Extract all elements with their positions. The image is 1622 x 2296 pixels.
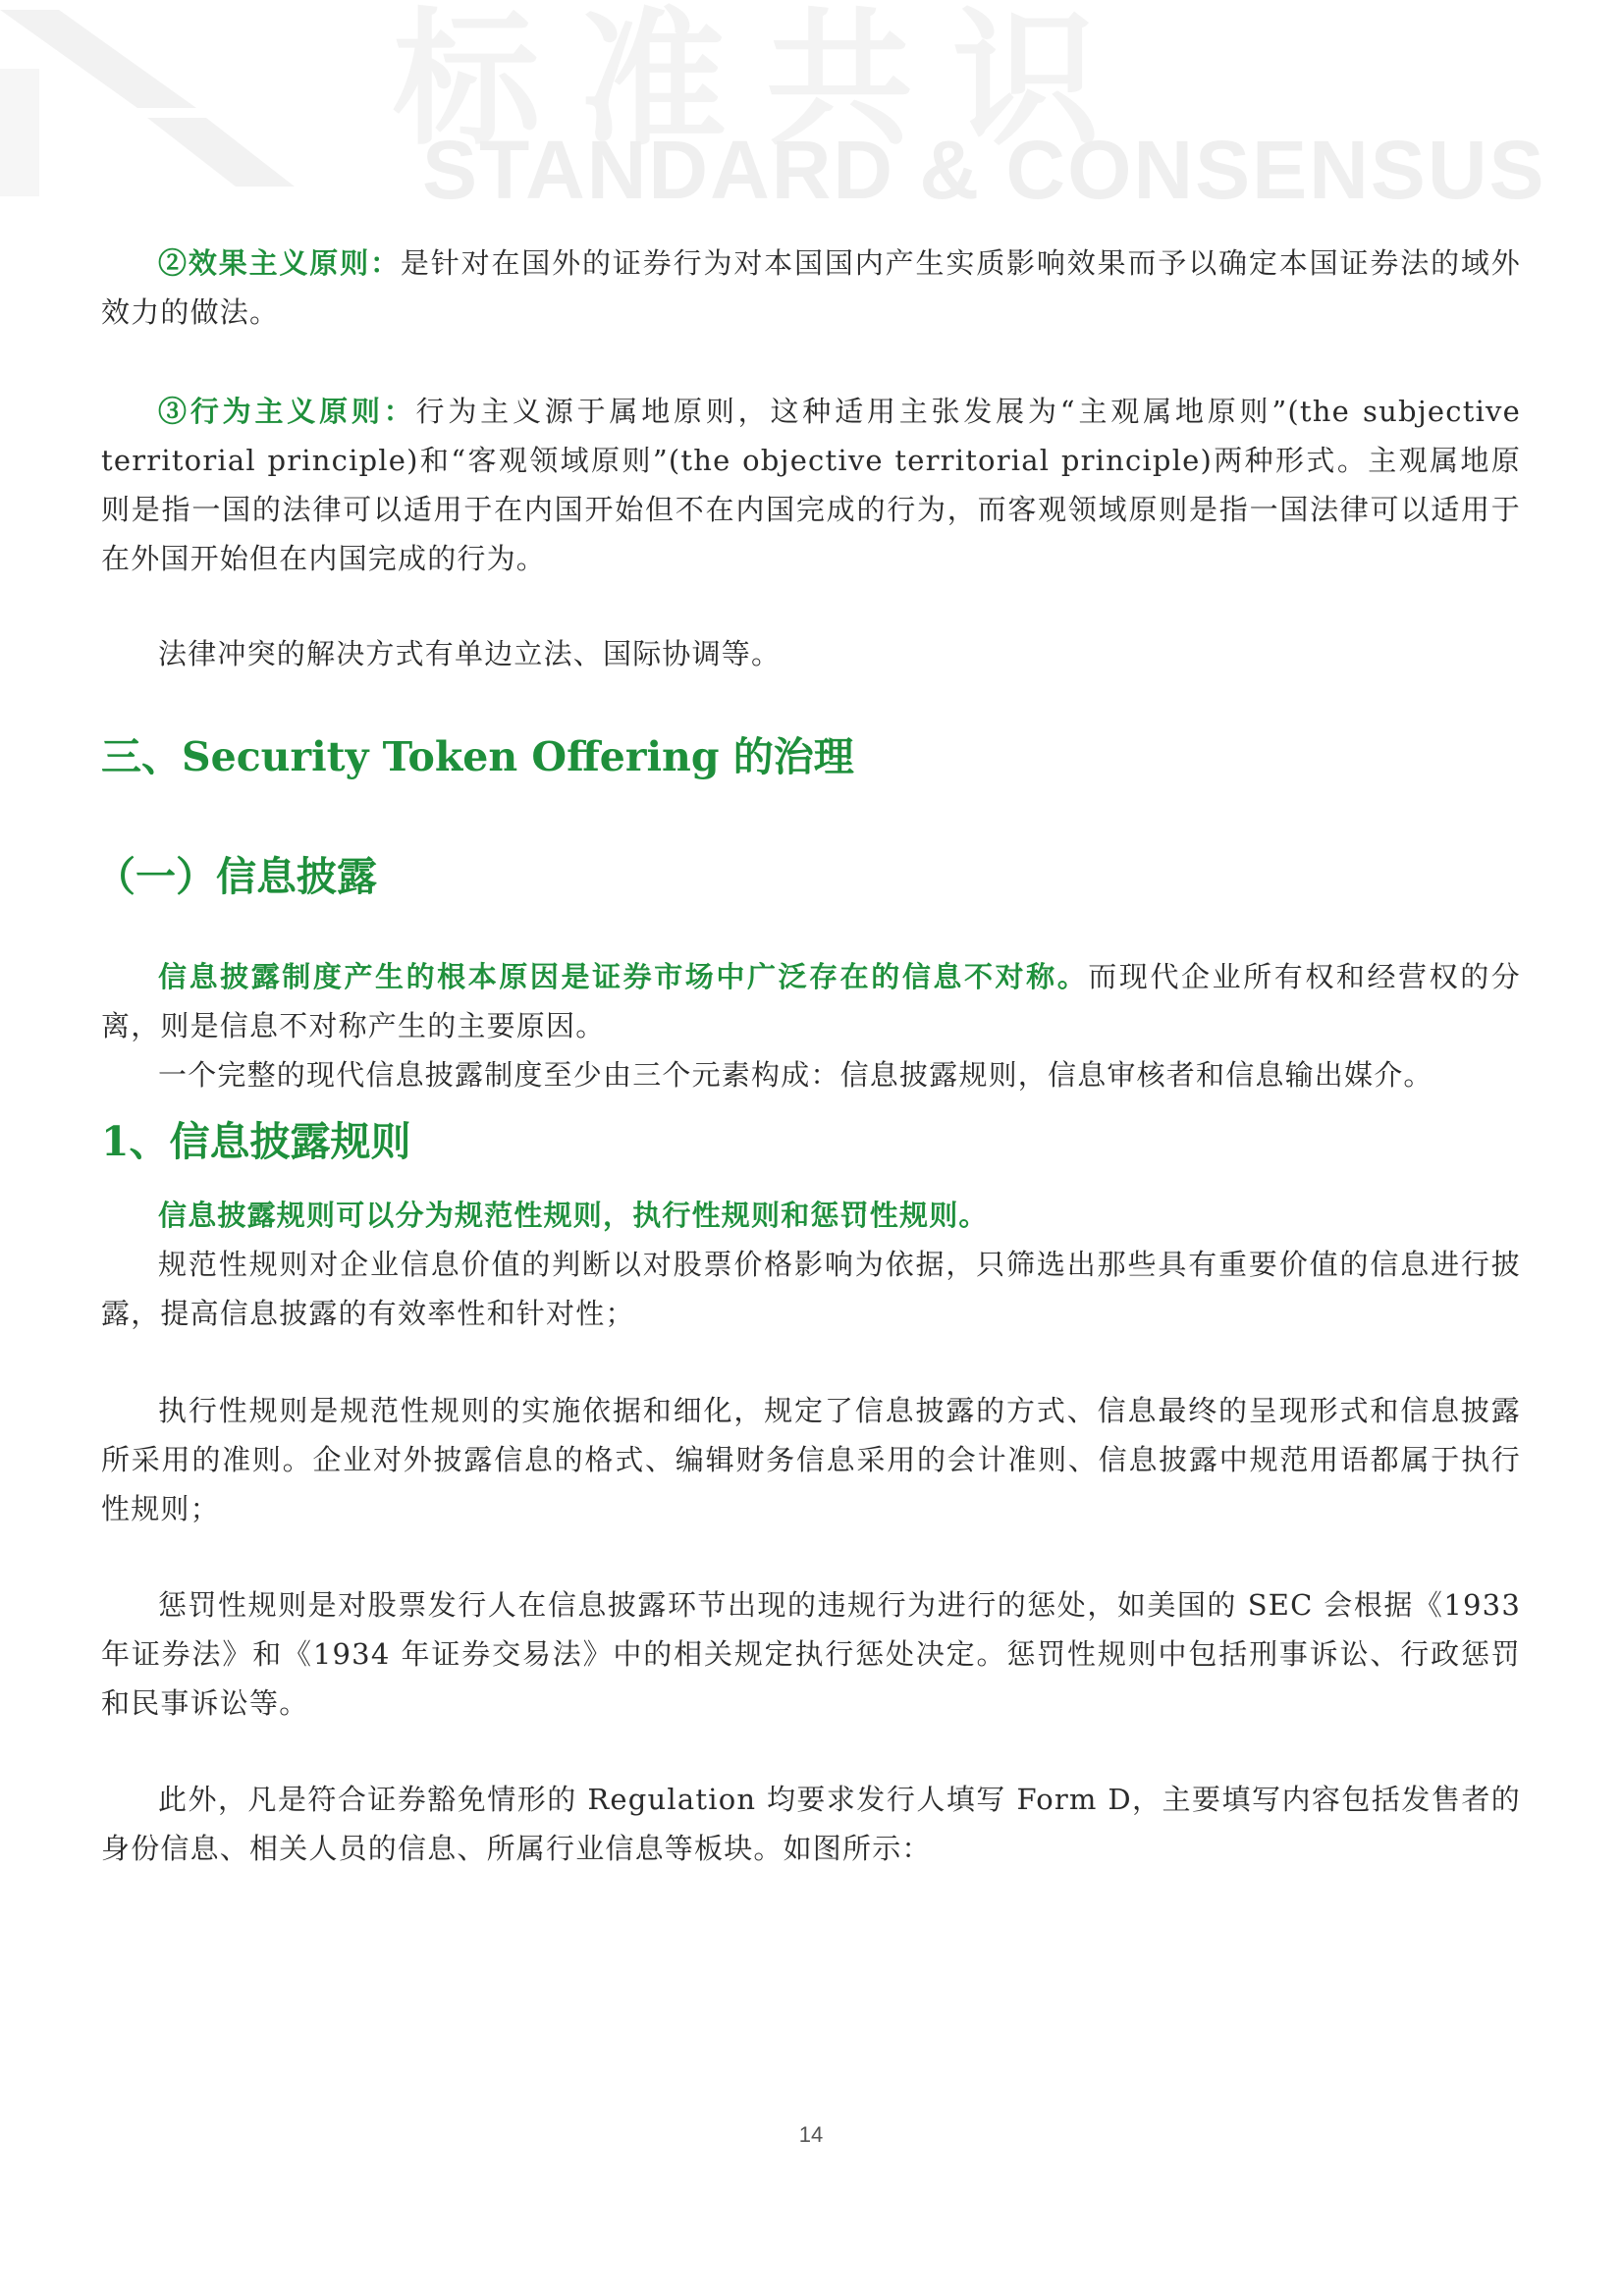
paragraph-text: 而现代企业所有权和经营权的分离，则是信息不对称产生的主要原因。 xyxy=(101,960,1521,1042)
logo-watermark-icon xyxy=(0,0,324,226)
paragraph-effect-principle xyxy=(101,239,1521,337)
paragraph-form-d: 此外，凡是符合证券豁免情形的 Regulation 均要求发行人填写 Form D，主要填写内容包括发售者的身份信息、相关人员的信息、所属行业信息等板块。如图所示： xyxy=(101,1783,1521,1865)
paragraph-punitive-rules: 惩罚性规则是对股票发行人在信息披露环节出现的违规行为进行的惩处，如美国的 SEC 会根据《1933 年证券法》和《1934 年证券交易法》中的相关规定执行惩处决定。惩罚性规则中包括刑事诉讼、行政惩罚和民事诉讼等。 xyxy=(101,1588,1521,1720)
key-sentence: 信息披露制度产生的根本原因是证券市场中广泛存在的信息不对称。 xyxy=(158,960,1089,993)
paragraph-text: 是针对在国外的证券行为对本国国内产生实质影响效果而予以确定本国证券法的域外效力的做法。 xyxy=(101,246,1521,329)
subsection-heading: （一）信息披露 xyxy=(95,853,377,900)
subsubsection-heading: 1、信息披露规则 xyxy=(101,1118,411,1165)
paragraph-text: 行为主义源于属地原则，这种适用主张发展为“主观属地原则”(the subjective territorial principle)和“客观领域原则”(the objective territorial principle)两种形式。主观属地原则是指一国的法律可以适用于在内国开始但不在内国完成的行为，而客观领域原则是指一国法律可以适用于在外国开始但在内国完成的行为。 xyxy=(101,395,1521,575)
paragraph-rule-types xyxy=(101,1191,1521,1240)
paragraph-disclosure-origin xyxy=(101,952,1521,1050)
key-sentence: 信息披露规则可以分为规范性规则，执行性规则和惩罚性规则。 xyxy=(158,1199,989,1232)
watermark-en-text: STANDARD & CONSENSUS xyxy=(422,124,1546,216)
section-heading: 三、Security Token Offering 的治理 xyxy=(101,733,854,780)
paragraph-conflict-resolution: 法律冲突的解决方式有单边立法、国际协调等。 xyxy=(158,637,782,670)
page-number: 14 xyxy=(798,2122,824,2147)
paragraph-disclosure-elements: 一个完整的现代信息披露制度至少由三个元素构成：信息披露规则，信息审核者和信息输出媒介。 xyxy=(158,1058,1433,1092)
paragraph-normative-rules: 规范性规则对企业信息价值的判断以对股票价格影响为依据，只筛选出那些具有重要价值的信息进行披露，提高信息披露的有效率性和针对性； xyxy=(101,1248,1521,1330)
header-watermark xyxy=(0,0,1622,226)
term-effect-principle: ②效果主义原则： xyxy=(158,246,401,280)
watermark-cn-text: 标准共识 xyxy=(393,0,1140,166)
term-conduct-principle: ③行为主义原则： xyxy=(158,395,416,428)
paragraph-executive-rules: 执行性规则是规范性规则的实施依据和细化，规定了信息披露的方式、信息最终的呈现形式和信息披露所采用的准则。企业对外披露信息的格式、编辑财务信息采用的会计准则、信息披露中规范用语都属于执行性规则； xyxy=(101,1394,1521,1525)
paragraph-conduct-principle xyxy=(101,387,1521,583)
